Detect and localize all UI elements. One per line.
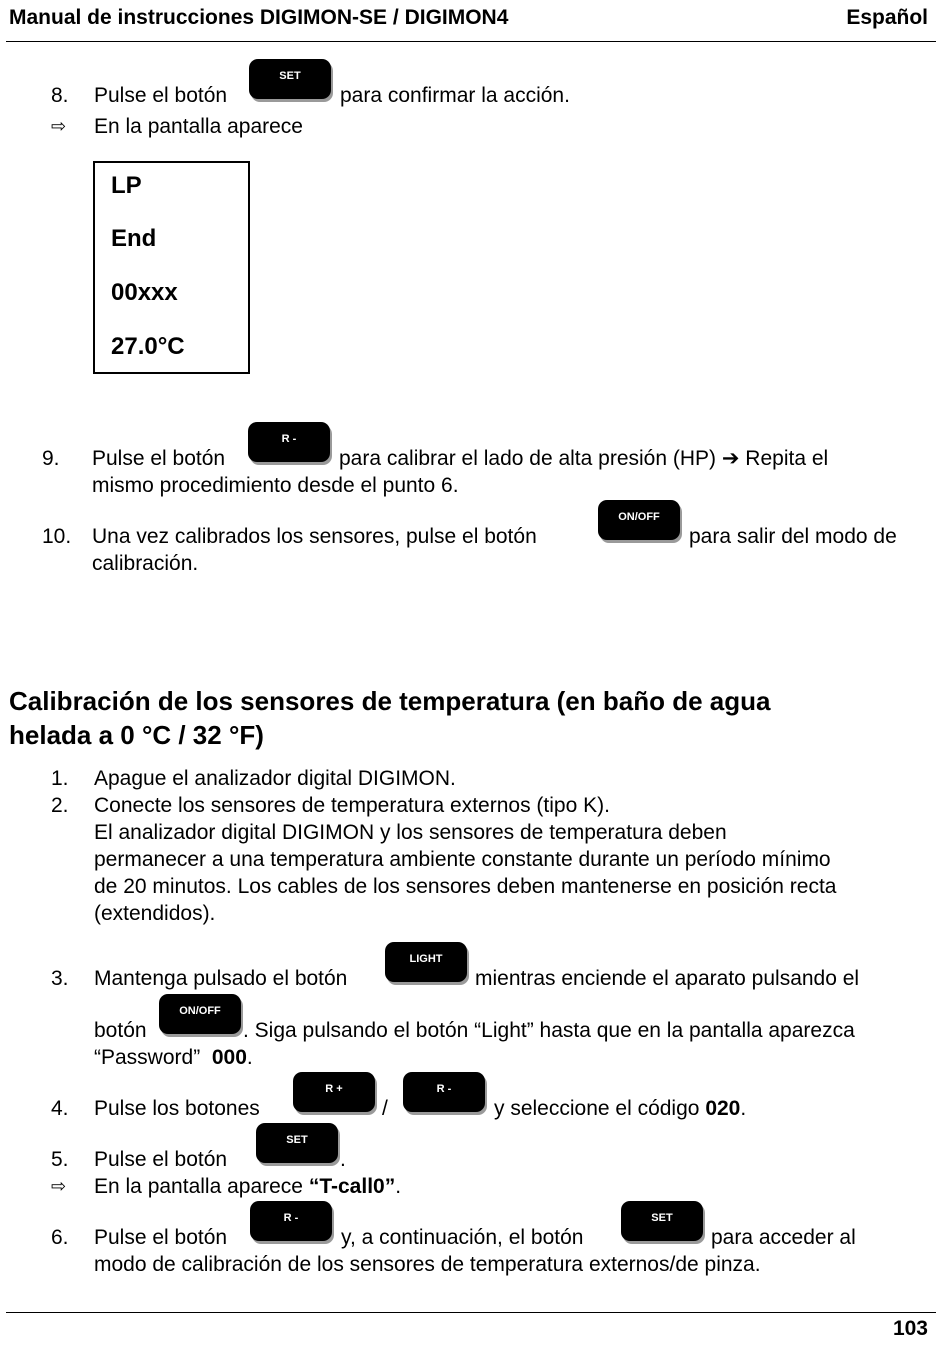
step-text: Apague el analizador digital DIGIMON. [94,767,456,790]
step-number: 2. [51,794,69,817]
step-text: Pulse el botón [94,84,228,107]
language-label: Español [846,6,928,29]
step-text: para acceder al [711,1226,856,1249]
step-text [494,1095,746,1122]
step-text: botón [94,1019,147,1042]
page-number: 103 [892,1317,928,1340]
step-text: Pulse el botón [94,1226,228,1249]
step-text: Una vez calibrados los sensores, pulse el botón [92,525,537,548]
step-number: 5. [51,1148,69,1171]
r-minus-button: R - [248,422,330,462]
step-number: 9. [42,447,60,470]
result-text [94,1173,401,1200]
display-screen [93,161,250,374]
password-label: “Password” [94,1046,201,1069]
slash: / [382,1097,388,1120]
display-line: 00xxx [111,279,178,306]
step-text: permanecer a una temperatura ambiente constante durante un período mínimo [94,848,831,871]
display-code: “T-call0” [308,1175,396,1198]
display-line: End [111,225,157,252]
step-text: (extendidos). [94,902,216,925]
display-line: LP [111,172,142,199]
punctuation: . [246,1046,253,1069]
section-heading [9,684,770,752]
punctuation: . [740,1097,747,1120]
set-button: SET [249,59,331,99]
step-text-part: y seleccione el código [494,1097,700,1120]
result-arrow-icon: ⇨ [51,116,67,136]
step-text: para confirmar la acción. [340,84,570,107]
punctuation: . [395,1175,402,1198]
step-text: Pulse los botones [94,1097,260,1120]
step-number: 8. [51,84,69,107]
set-button: SET [621,1201,703,1241]
result-arrow-icon: ⇨ [51,1176,67,1196]
step-text: y, a continuación, el botón [341,1226,584,1249]
set-button: SET [256,1123,338,1163]
step-number: 4. [51,1097,69,1120]
step-text: . Siga pulsando el botón “Light” hasta que en la pantalla aparezca [243,1019,855,1042]
step-number: 6. [51,1226,69,1249]
result-text-part: En la pantalla aparece [94,1175,303,1198]
step-text: Mantenga pulsado el botón [94,967,348,990]
step-text [94,1044,253,1071]
step-number: 1. [51,767,69,790]
display-line: 27.0°C [111,333,185,360]
step-text: El analizador digital DIGIMON y los sensores de temperatura deben [94,821,727,844]
light-button: LIGHT [385,942,467,982]
step-text: mismo procedimiento desde el punto 6. [92,474,459,497]
on-off-button: ON/OFF [598,500,680,540]
step-text: para salir del modo de [689,525,897,548]
header-rule [6,41,936,42]
document-title: Manual de instrucciones DIGIMON-SE / DIGIMON4 [9,6,509,29]
step-text: calibración. [92,552,199,575]
section-heading-line: Calibración de los sensores de temperatura (en baño de agua [9,686,771,716]
section-heading-line: helada a 0 °C / 32 °F) [9,720,264,750]
result-text: En la pantalla aparece [94,115,303,138]
step-text: Conecte los sensores de temperatura externos (tipo K). [94,794,610,817]
step-number: 10. [42,525,72,548]
footer-rule [6,1312,936,1313]
r-plus-button: R + [293,1072,375,1112]
step-number: 3. [51,967,69,990]
step-text: modo de calibración de los sensores de temperatura externos/de pinza. [94,1253,761,1276]
step-text: para calibrar el lado de alta presión (HP) ➔ Repita el [339,447,829,470]
on-off-button: ON/OFF [159,994,241,1034]
step-text: mientras enciende el aparato pulsando el [475,967,860,990]
punctuation: . [340,1148,346,1171]
r-minus-button: R - [403,1072,485,1112]
step-text: Pulse el botón [94,1148,228,1171]
r-minus-button: R - [250,1201,332,1241]
step-text: Pulse el botón [92,447,226,470]
step-text: de 20 minutos. Los cables de los sensores deben mantenerse en posición recta [94,875,837,898]
password-code: 000 [211,1046,247,1069]
selection-code: 020 [705,1097,741,1120]
